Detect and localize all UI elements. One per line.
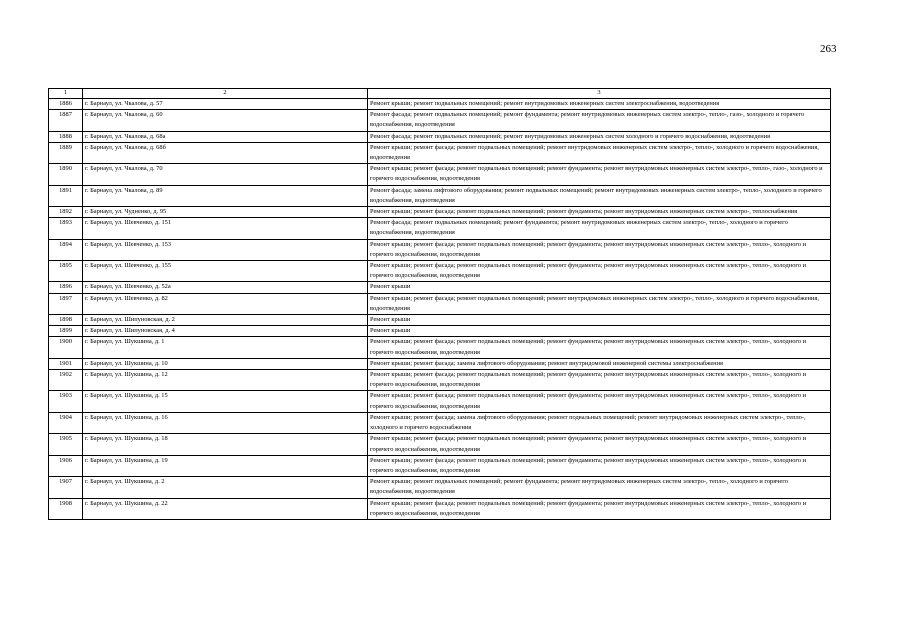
table-row — [49, 218, 831, 239]
table-row — [49, 337, 831, 358]
table-row — [49, 142, 831, 163]
row-number: 1890 — [49, 164, 83, 185]
table-row — [49, 434, 831, 455]
row-number: 1896 — [49, 282, 83, 293]
address-cell: г. Барнаул, ул. Шукшина, д. 16 — [83, 412, 368, 433]
address-cell: г. Барнаул, ул. Шукшина, д. 18 — [83, 434, 368, 455]
table-row — [49, 185, 831, 206]
row-number: 1895 — [49, 261, 83, 282]
works-cell: Ремонт крыши; ремонт фасада; ремонт подвальных помещений; ремонт фундамента; ремонт внутридомовых инженерных систем электро-, тепло-, холодного и горячего водоснабжения, водоотведения — [368, 261, 831, 282]
address-cell: г. Барнаул, ул. Чкалова, д. 89 — [83, 185, 368, 206]
works-cell: Ремонт фасада; ремонт подвальных помещений; ремонт внутридомовых инженерных систем холодного и горячего водоснабжения, водоотведения — [368, 131, 831, 142]
table-row — [49, 131, 831, 142]
row-number: 1892 — [49, 207, 83, 218]
row-number: 1891 — [49, 185, 83, 206]
address-cell: г. Барнаул, ул. Шукшина, д. 10 — [83, 358, 368, 369]
table-row — [49, 261, 831, 282]
row-number: 1908 — [49, 498, 83, 519]
row-number: 1902 — [49, 370, 83, 391]
works-cell: Ремонт крыши — [368, 315, 831, 326]
works-cell: Ремонт крыши; ремонт фасада; ремонт подвальных помещений; ремонт фундамента; ремонт внутридомовых инженерных систем электро-, тепло-, холодного и горячего водоснабжения, водоотведения — [368, 391, 831, 412]
works-cell: Ремонт крыши; ремонт фасада; замена лифтового оборудования; ремонт подвальных помещений; ремонт внутридомовых инженерных систем электро-, тепло-, холодного и горячего водоснабжения — [368, 412, 831, 433]
works-cell: Ремонт крыши; ремонт подвальных помещений; ремонт внутридомовых инженерных систем электроснабжения, водоотведения — [368, 99, 831, 110]
works-cell: Ремонт фасада; замена лифтового оборудования; ремонт подвальных помещений; ремонт внутридомовых инженерных систем электро-, тепло-, холодного и горячего водоснабжения, водоотведения — [368, 185, 831, 206]
works-cell: Ремонт крыши; ремонт фасада; ремонт подвальных помещений; ремонт внутридомовых инженерных систем электро-, тепло-, холодного и горячего водоснабжения, водоотведения — [368, 142, 831, 163]
row-number: 1903 — [49, 391, 83, 412]
works-table — [48, 88, 831, 520]
table-row — [49, 477, 831, 498]
row-number: 1901 — [49, 358, 83, 369]
works-cell: Ремонт крыши; ремонт фасада; ремонт подвальных помещений; ремонт фундамента; ремонт внутридомовых инженерных систем электро-, тепло-, холодного и горячего водоснабжения, водоотведения — [368, 337, 831, 358]
address-cell: г. Барнаул, ул. Чкалова, д. 60 — [83, 110, 368, 131]
works-cell: Ремонт крыши — [368, 282, 831, 293]
works-cell: Ремонт фасада; ремонт подвальных помещений; ремонт фундамента; ремонт внутридомовых инженерных систем электро-, тепло-, холодного и горячего водоснабжения, водоотведения — [368, 218, 831, 239]
address-cell: г. Барнаул, ул. Шипуновская, д. 4 — [83, 326, 368, 337]
address-cell: г. Барнаул, ул. Шукшина, д. 2 — [83, 477, 368, 498]
table-row — [49, 370, 831, 391]
table-row — [49, 455, 831, 476]
column-header-number: 1 — [49, 89, 83, 99]
address-cell: г. Барнаул, ул. Шевченко, д. 155 — [83, 261, 368, 282]
works-cell: Ремонт крыши; ремонт подвальных помещений; ремонт фундамента; ремонт внутридомовых инженерных систем электро-, тепло-, холодного и горячего водоснабжения, водоотведения — [368, 477, 831, 498]
table-row — [49, 99, 831, 110]
works-cell: Ремонт крыши; ремонт фасада; ремонт подвальных помещений; ремонт фундамента; ремонт внутридомовых инженерных систем электро-, теплоснабжения — [368, 207, 831, 218]
column-header-works: 3 — [368, 89, 831, 99]
table-row — [49, 207, 831, 218]
row-number: 1899 — [49, 326, 83, 337]
address-cell: г. Барнаул, ул. Чкалова, д. 57 — [83, 99, 368, 110]
row-number: 1897 — [49, 293, 83, 314]
row-number: 1889 — [49, 142, 83, 163]
address-cell: г. Барнаул, ул. Шевченко, д. 151 — [83, 218, 368, 239]
works-cell: Ремонт крыши; ремонт фасада; ремонт подвальных помещений; ремонт внутридомовых инженерных систем электро-, тепло-, холодного и горячего водоснабжения, водоотведения — [368, 293, 831, 314]
address-cell: г. Барнаул, ул. Шукшина, д. 12 — [83, 370, 368, 391]
row-number: 1894 — [49, 239, 83, 260]
address-cell: г. Барнаул, ул. Чкалова, д. 68а — [83, 131, 368, 142]
works-cell: Ремонт крыши; ремонт фасада; ремонт подвальных помещений; ремонт фундамента; ремонт внутридомовых инженерных систем электро-, тепло-, газо-, холодного и горячего водоснабжения, водоотведения — [368, 164, 831, 185]
row-number: 1893 — [49, 218, 83, 239]
works-cell: Ремонт крыши; ремонт фасада; ремонт подвальных помещений; ремонт фундамента; ремонт внутридомовых инженерных систем электро-, тепло-, холодного и горячего водоснабжения, водоотведения — [368, 455, 831, 476]
table-row — [49, 293, 831, 314]
table-row — [49, 110, 831, 131]
row-number: 1886 — [49, 99, 83, 110]
table-row — [49, 326, 831, 337]
row-number: 1900 — [49, 337, 83, 358]
works-cell: Ремонт фасада; ремонт подвальных помещений; ремонт фундамента; ремонт внутридомовых инженерных систем электро-, тепло-, газо-, холодного и горячего водоснабжения, водоотведения — [368, 110, 831, 131]
header-row — [49, 89, 831, 99]
works-cell: Ремонт крыши; ремонт фасада; ремонт подвальных помещений; ремонт фундамента; ремонт внутридомовых инженерных систем электро-, тепло-, холодного и горячего водоснабжения, водоотведения — [368, 370, 831, 391]
address-cell: г. Барнаул, ул. Чкалова, д. 68б — [83, 142, 368, 163]
address-cell: г. Барнаул, ул. Шукшина, д. 1 — [83, 337, 368, 358]
table-row — [49, 358, 831, 369]
page-number: 263 — [820, 43, 837, 55]
works-cell: Ремонт крыши; ремонт фасада; ремонт подвальных помещений; ремонт фундамента; ремонт внутридомовых инженерных систем электро-, тепло-, холодного и горячего водоснабжения, водоотведения — [368, 434, 831, 455]
table-row — [49, 412, 831, 433]
address-cell: г. Барнаул, ул. Шукшина, д. 22 — [83, 498, 368, 519]
address-cell: г. Барнаул, ул. Шевченко, д. 153 — [83, 239, 368, 260]
row-number: 1888 — [49, 131, 83, 142]
address-cell: г. Барнаул, ул. Шукшина, д. 19 — [83, 455, 368, 476]
address-cell: г. Барнаул, ул. Шукшина, д. 15 — [83, 391, 368, 412]
row-number: 1907 — [49, 477, 83, 498]
table-row — [49, 239, 831, 260]
table-row — [49, 498, 831, 519]
table-row — [49, 164, 831, 185]
address-cell: г. Барнаул, ул. Шевченко, д. 52а — [83, 282, 368, 293]
works-cell: Ремонт крыши; ремонт фасада; ремонт подвальных помещений; ремонт фундамента; ремонт внутридомовых инженерных систем электро-, тепло-, холодного и горячего водоснабжения, водоотведения — [368, 498, 831, 519]
works-cell: Ремонт крыши; ремонт фасада; замена лифтового оборудования; ремонт внутридомовой инженерной системы электроснабжения — [368, 358, 831, 369]
row-number: 1906 — [49, 455, 83, 476]
table-row — [49, 282, 831, 293]
table-row — [49, 391, 831, 412]
works-cell: Ремонт крыши — [368, 326, 831, 337]
row-number: 1898 — [49, 315, 83, 326]
column-header-address: 2 — [83, 89, 368, 99]
table-row — [49, 315, 831, 326]
row-number: 1887 — [49, 110, 83, 131]
address-cell: г. Барнаул, ул. Чудненко, д. 95 — [83, 207, 368, 218]
row-number: 1905 — [49, 434, 83, 455]
row-number: 1904 — [49, 412, 83, 433]
address-cell: г. Барнаул, ул. Шевченко, д. 82 — [83, 293, 368, 314]
works-cell: Ремонт крыши; ремонт фасада; ремонт подвальных помещений; ремонт фундамента; ремонт внутридомовых инженерных систем электро-, тепло-, холодного и горячего водоснабжения, водоотведения — [368, 239, 831, 260]
address-cell: г. Барнаул, ул. Шипуновская, д. 2 — [83, 315, 368, 326]
address-cell: г. Барнаул, ул. Чкалова, д. 70 — [83, 164, 368, 185]
